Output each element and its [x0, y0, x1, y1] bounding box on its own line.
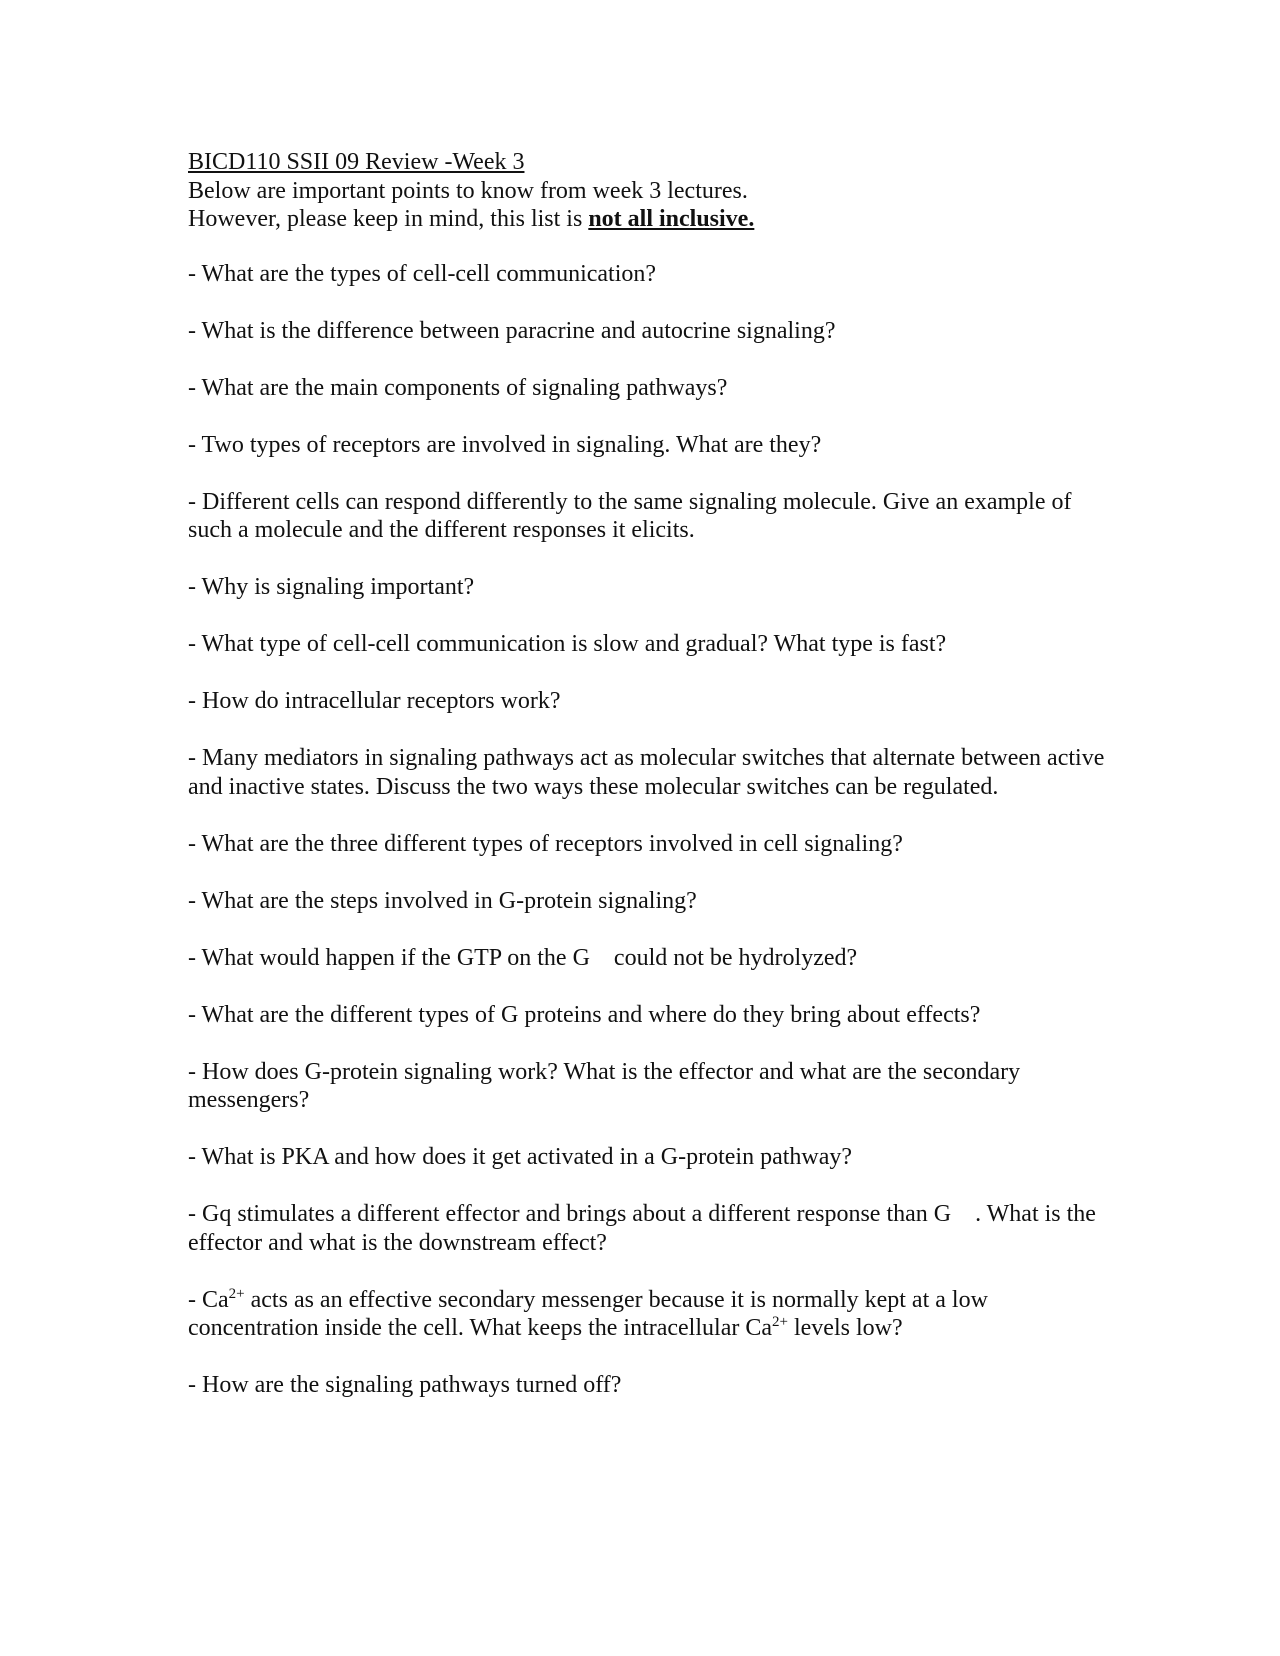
calcium-superscript-1: 2+	[228, 1285, 245, 1302]
question-item: - What type of cell-cell communication is slow and gradual? What type is fast?	[188, 631, 947, 657]
intro-emphasis: not all inclusive.	[588, 206, 755, 232]
question-item: - How are the signaling pathways turned off?	[188, 1372, 622, 1398]
question-item: - Different cells can respond differently to the same signaling molecule. Give an example of such a molecule and the different responses it elicits.	[188, 488, 1072, 543]
question-item: - Why is signaling important?	[188, 574, 475, 600]
calcium-text-1: - Ca	[188, 1286, 229, 1313]
question-item: - What are the steps involved in G-protein signaling?	[188, 887, 697, 914]
intro-line-2	[188, 205, 1108, 234]
question-item: - What is the difference between paracrine and autocrine signaling?	[188, 317, 836, 344]
calcium-superscript-2: 2+	[772, 1314, 788, 1330]
question-list	[188, 260, 1108, 1400]
question-item: - What are the three different types of receptors involved in cell signaling?	[188, 830, 903, 857]
question-item: - What are the main components of signaling pathways?	[188, 374, 728, 401]
question-item: - Two types of receptors are involved in signaling. What are they?	[188, 431, 822, 458]
intro-line-2-text: However, please keep in mind, this list is	[188, 206, 589, 232]
question-item: - What would happen if the GTP on the G could not be hydrolyzed?	[188, 944, 858, 971]
question-item: - What is PKA and how does it get activated in a G-protein pathway?	[188, 1144, 853, 1170]
question-item: - How does G-protein signaling work? What is the effector and what are the secondary messengers?	[188, 1058, 1021, 1113]
calcium-text-3: levels low?	[787, 1315, 903, 1341]
question-item: - Many mediators in signaling pathways act as molecular switches that alternate between active and inactive states. Discuss the two ways these molecular switches can be regulated.	[188, 745, 1105, 800]
question-item: - What are the types of cell-cell communication?	[188, 260, 657, 287]
question-item: - What are the different types of G proteins and where do they bring about effects?	[188, 1001, 981, 1028]
question-item: - Gq stimulates a different effector and brings about a different response than G . What is the effector and what is the downstream effect?	[188, 1201, 1102, 1256]
question-item: - How do intracellular receptors work?	[188, 688, 561, 714]
question-item-calcium	[188, 1286, 1108, 1343]
calcium-text-2: acts as an effective secondary messenger because it is normally kept at a low concentration inside the cell. What keeps the intracellular Ca	[188, 1286, 988, 1341]
intro-line-1: Below are important points to know from week 3 lectures.	[188, 177, 748, 204]
document-title: BICD110 SSII 09 Review -Week 3	[188, 149, 525, 175]
document-page	[188, 148, 1108, 1428]
